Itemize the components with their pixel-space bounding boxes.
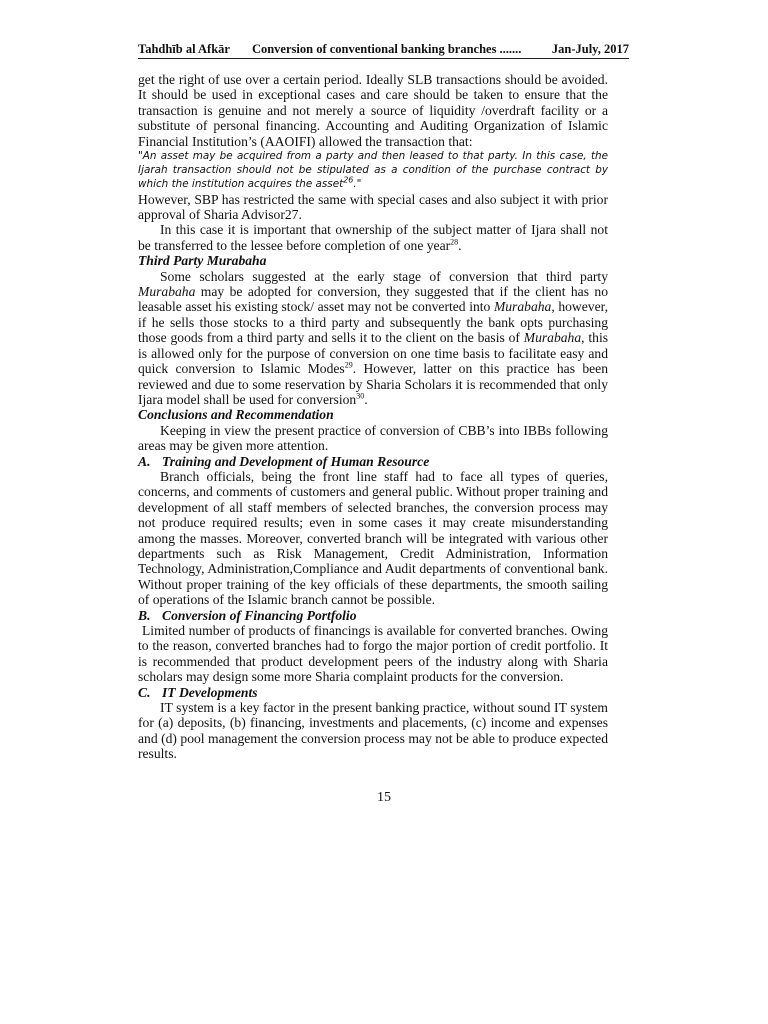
murabaha-text-f: . xyxy=(364,391,368,407)
paragraph-training: Branch officials, being the front line staff had to face all types of queries, concerns, and comments of customers and general public. Without proper training and development of all staff members of selected branches, the conversion process may not produce required results; even in some cases it may create misunderstanding among the masses. Moreover, converted branch will be integrated with various other departments such as Risk Management, Credit Administration, Information Technology, Administration,Compliance and Audit departments of conventional bank. Without proper training of the key officials of these departments, the smooth sailing of operations of the Islamic branch cannot be possible. xyxy=(138,468,608,608)
murabaha-text-b: may be adopted for conversion, they suggested that if the client has no leasable asset his existing stock/ asset may not be converted into xyxy=(138,284,608,315)
heading-section-a xyxy=(138,454,608,469)
aaoifi-quote xyxy=(138,149,608,192)
ownership-text: In this case it is important that ownership of the subject matter of Ijara shall not be transferred to the lessee before completion of one year xyxy=(138,222,608,253)
paragraph-slb: get the right of use over a certain period. Ideally SLB transactions should be avoided. It should be used in exceptional cases and care should be taken to ensure that the transaction is genuine and not merely a source of liquidity /overdraft facility or a substitute of personal financing. Accounting and Auditing Organization of Islamic Financial Institution’s (AAOIFI) allowed the transaction that: xyxy=(138,72,608,149)
murabaha-text-c: , however, if he sells those stocks to a third party and subsequently the bank opts purchasing those goods from a third party and sells it to the client on the basis of xyxy=(138,299,608,346)
paragraph-it: IT system is a key factor in the present banking practice, without sound IT system for (a) deposits, (b) financing, investments and placements, (c) income and expenses and (d) pool management the conversion process may not be able to produce expected results. xyxy=(138,700,608,762)
footnote-ref-26: 26 xyxy=(343,175,354,185)
section-a-letter: A. xyxy=(138,453,151,469)
quote-end: ." xyxy=(353,178,362,191)
paragraph-murabaha xyxy=(138,269,608,408)
paragraph-ownership xyxy=(138,222,608,253)
issue-date: Jan-July, 2017 xyxy=(551,42,629,56)
murabaha-text-e: . However, latter on this practice has been reviewed and due to some reservation by Sharia Scholars it is recommended that only Ijara model shall be used for conversion xyxy=(138,361,608,407)
quote-text: "An asset may be acquired from a party and then leased to that party. In this case, the Ijarah transaction should not be stipulated as a condition of the purchase contract by which the institution acquires the asset xyxy=(138,150,608,191)
ownership-end: . xyxy=(458,237,462,253)
murabaha-term-1: Murabaha xyxy=(138,284,196,300)
paragraph-sbp: However, SBP has restricted the same with special cases and also subject it with prior approval of Sharia Advisor27. xyxy=(138,191,608,223)
paragraph-conclusions: Keeping in view the present practice of conversion of CBB’s into IBBs following areas may be given more attention. xyxy=(138,422,608,454)
journal-name: Tahdhīb al Afkār xyxy=(138,42,230,56)
running-header xyxy=(138,42,629,59)
paragraph-financing: Limited number of products of financings is available for converted branches. Owing to the reason, converted branches had to forgo the major portion of credit portfolio. It is recommended that product development peers of the industry along with Sharia scholars may design some more Sharia complaint products for the conversion. xyxy=(138,623,608,685)
heading-section-b xyxy=(138,608,608,623)
murabaha-text-a: Some scholars suggested at the early stage of conversion that third party xyxy=(160,268,608,284)
murabaha-text-d: , this is allowed only for the purpose of conversion on one time basis to facilitate easy and quick conversion to Islamic Modes xyxy=(138,330,609,377)
murabaha-term-2: Murabaha xyxy=(493,299,552,315)
article-title: Conversion of conventional banking branches ....... xyxy=(251,42,522,56)
murabaha-term-3: Murabaha xyxy=(523,330,582,346)
section-a-title: Training and Development of Human Resource xyxy=(162,453,430,469)
footnote-ref-28: 28 xyxy=(450,237,459,247)
section-b-letter: B. xyxy=(138,607,151,623)
section-c-title: IT Developments xyxy=(162,684,258,700)
page-number: 15 xyxy=(377,790,391,805)
section-c-letter: C. xyxy=(138,684,151,700)
heading-section-c xyxy=(138,685,608,700)
heading-third-party: Third Party Murabaha xyxy=(138,253,267,269)
section-b-title: Conversion of Financing Portfolio xyxy=(162,607,357,623)
footnote-ref-29: 29 xyxy=(344,360,353,370)
footnote-ref-30: 30 xyxy=(356,391,365,401)
body-text xyxy=(138,72,608,762)
heading-conclusions: Conclusions and Recommendation xyxy=(138,407,334,423)
